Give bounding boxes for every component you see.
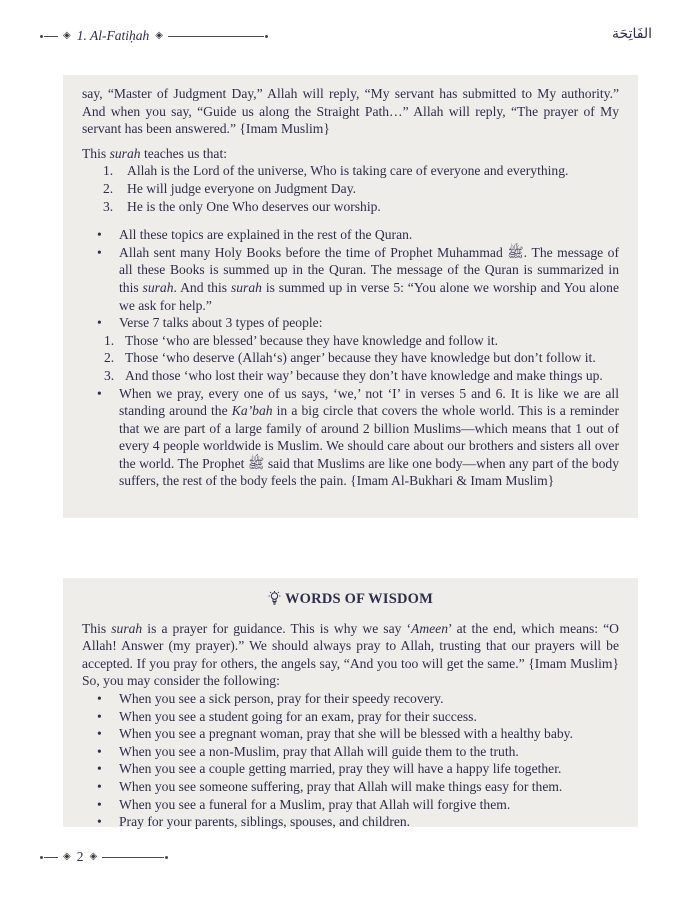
- list-item: [82, 796, 619, 814]
- list-item: [82, 226, 619, 244]
- bullet-marker: •: [97, 761, 102, 777]
- ornament-dot: [40, 35, 43, 38]
- words-of-wisdom-heading: [82, 591, 619, 612]
- list-item: [82, 180, 619, 198]
- list-item-text: All these topics are explained in the rest of the Quran.: [119, 227, 413, 243]
- list-item-text: Verse 7 talks about 3 types of people:: [119, 315, 323, 331]
- list-item: [82, 244, 619, 314]
- list-marker: 1.: [104, 332, 115, 348]
- list-item-text: When you see a student going for an exam, pray for their success.: [119, 708, 477, 724]
- list-item: [82, 708, 619, 726]
- dua-suggestions-list: [82, 690, 619, 831]
- diamond-icon: ◈: [89, 851, 98, 862]
- ornament-rule: [44, 857, 58, 858]
- list-item: [82, 198, 619, 216]
- lessons-lead: This surah teaches us that:: [82, 145, 228, 161]
- lightbulb-icon: [268, 591, 281, 612]
- list-item: [82, 367, 619, 385]
- list-item: [82, 385, 619, 491]
- bullet-marker: •: [97, 315, 102, 331]
- list-item: [82, 725, 619, 743]
- list-item-text: When you see a pregnant woman, pray that she will be blessed with a healthy baby.: [119, 726, 573, 742]
- list-item: [82, 813, 619, 831]
- bullet-marker: •: [97, 708, 102, 724]
- wisdom-paragraph: This surah is a prayer for guidance. This is why we say ‘Ameen’ at the end, which means: “O Allah! Answer (my prayer).” We should always pray to Allah, trusting that our prayers will be accepted. If you pray for others, the angels say, “And you too will get the same.” {Imam Muslim} So, you may consider the following:: [82, 620, 619, 689]
- list-marker: 3.: [104, 367, 115, 383]
- words-of-wisdom-box: [63, 578, 638, 830]
- list-marker: 3.: [103, 198, 114, 214]
- list-item-text: Pray for your parents, siblings, spouses, and children.: [119, 814, 411, 830]
- list-item-text: When you see a sick person, pray for their speedy recovery.: [119, 690, 444, 706]
- list-item-text: When we pray, every one of us says, ‘we,’ not ‘I’ in verses 5 and 6. It is like we are all standing around the Ka’bah in a big circle that covers the whole world. This is a reminder that we are part of a large family of around 2 billion Muslims—which means that 1 out of every 4 people worldwide is Muslim. We should care about our brothers and sisters all over the world. The Prophet ﷺ said that Muslims are like one body—when any part of the body suffers, the rest of the body feels the pain. {Imam Al-Bukhari & Imam Muslim}: [119, 385, 619, 489]
- list-marker: 2.: [103, 180, 114, 196]
- arabic-chapter-title: الفَاتِحَة: [612, 26, 652, 42]
- bullet-marker: •: [97, 796, 102, 812]
- list-item-text: He is the only One Who deserves our worship.: [127, 198, 381, 214]
- list-item: [82, 332, 619, 350]
- bullet-marker: •: [97, 814, 102, 830]
- types-of-people-list: [82, 332, 619, 385]
- ornament-dot: [165, 856, 168, 859]
- page-number: 2: [76, 849, 84, 864]
- ornament-rule: [168, 36, 264, 37]
- list-item: [82, 162, 619, 180]
- bullet-marker: •: [97, 227, 102, 243]
- bullet-marker: •: [97, 726, 102, 742]
- list-item: [82, 349, 619, 367]
- list-item: [82, 314, 619, 332]
- chapter-title: 1. Al-Fatiḥah: [76, 28, 150, 43]
- lessons-numbered-list: [82, 162, 619, 215]
- list-item-text: When you see a couple getting married, pray they will have a happy life together.: [119, 761, 562, 777]
- summary-box: [63, 75, 638, 518]
- bullet-marker: •: [97, 244, 102, 260]
- list-item-text: When you see a funeral for a Muslim, pray that Allah will forgive them.: [119, 796, 511, 812]
- list-item-text: And those ‘who lost their way’ because they don’t have knowledge and make things up.: [125, 367, 603, 383]
- list-item: [82, 760, 619, 778]
- bullet-marker: •: [97, 690, 102, 706]
- ornament-rule: [44, 36, 58, 37]
- list-item-text: Those ‘who are blessed’ because they have knowledge and follow it.: [125, 332, 499, 348]
- list-item: [82, 743, 619, 761]
- list-item-text: Allah sent many Holy Books before the time of Prophet Muhammad ﷺ. The message of all these Books is summed up in the Quran. The message of the Quran is summarized in this surah. And this surah is summed up in verse 5: “You alone we worship and You alone we ask for help.”: [119, 244, 620, 313]
- list-marker: 1.: [103, 163, 114, 179]
- diamond-icon: ◈: [63, 30, 71, 41]
- notes-bullet-list: [82, 226, 619, 490]
- bullet-marker: •: [97, 743, 102, 759]
- list-item-text: When you see someone suffering, pray that Allah will make things easy for them.: [119, 778, 563, 794]
- ornament-rule: [102, 857, 164, 858]
- ornament-dot: [40, 856, 43, 859]
- bullet-marker: •: [97, 385, 102, 401]
- ornament-dot: [265, 35, 268, 38]
- list-item-text: He will judge everyone on Judgment Day.: [127, 180, 357, 196]
- list-item-text: When you see a non-Muslim, pray that Allah will guide them to the truth.: [119, 743, 519, 759]
- list-marker: 2.: [104, 350, 115, 366]
- diamond-icon: ◈: [155, 30, 163, 41]
- list-item-text: Those ‘who deserve (Allah‘s) anger’ because they have knowledge but don’t follow it.: [125, 350, 596, 366]
- hadith-paragraph: say, “Master of Judgment Day,” Allah will reply, “My servant has submitted to My authority.” And when you say, “Guide us along the Straight Path…” Allah will reply, “The prayer of My servant has been answered.” {Imam Muslim}: [82, 86, 619, 137]
- list-item: [82, 690, 619, 708]
- diamond-icon: ◈: [63, 851, 71, 862]
- header-ornament: [40, 28, 268, 44]
- list-item: [82, 778, 619, 796]
- footer-ornament: [40, 849, 168, 865]
- words-of-wisdom-title: WORDS OF WISDOM: [284, 591, 433, 607]
- list-item-text: Allah is the Lord of the universe, Who is taking care of everyone and everything.: [127, 163, 569, 179]
- bullet-marker: •: [97, 778, 102, 794]
